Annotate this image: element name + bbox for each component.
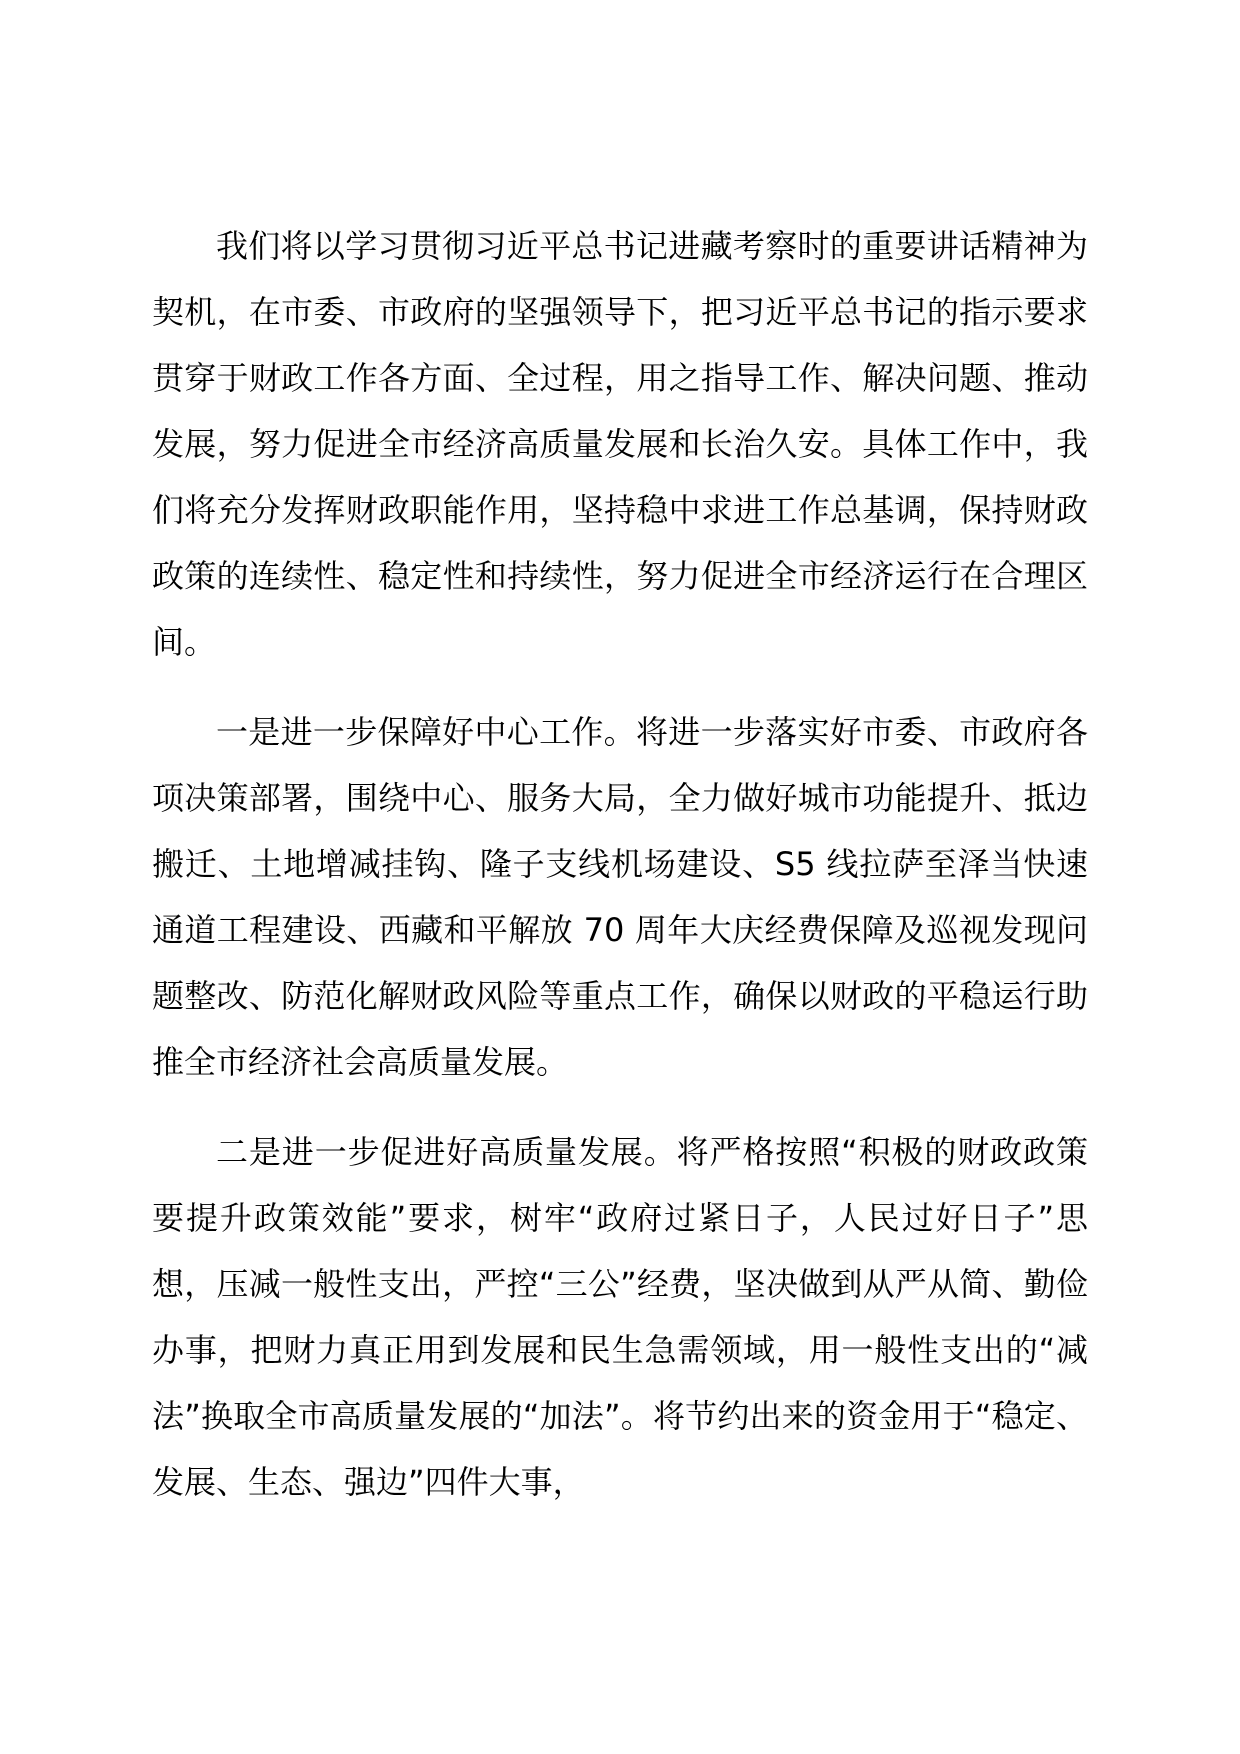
paragraph-point-two: 二是进一步促进好高质量发展。将严格按照“积极的财政政策要提升政策效能”要求，树牢“政府过紧日子，人民过好日子”思想，压减一般性支出，严控“三公”经费，坚决做到从严从简、勤俭办事，把财力真正用到发展和民生急需领域，用一般性支出的“减法”换取全市高质量发展的“加法”。将节约出来的资金用于“稳定、发展、生态、强边”四件大事， [152, 1133, 1088, 1501]
paragraph-point-one: 一是进一步保障好中心工作。将进一步落实好市委、市政府各项决策部署，围绕中心、服务大局，全力做好城市功能提升、抵边搬迁、土地增减挂钩、隆子支线机场建设、S5 线拉萨至泽当快速通道工程建设、西藏和平解放 70 周年大庆经费保障及巡视发现问题整改、防范化解财政风险等重点工作，确保以财政的平稳运行助推全市经济社会高质量发展。 [152, 713, 1088, 1081]
paragraph-intro: 我们将以学习贯彻习近平总书记进藏考察时的重要讲话精神为契机，在市委、市政府的坚强领导下，把习近平总书记的指示要求贯穿于财政工作各方面、全过程，用之指导工作、解决问题、推动发展，努力促进全市经济高质量发展和长治久安。具体工作中，我们将充分发挥财政职能作用，坚持稳中求进工作总基调，保持财政政策的连续性、稳定性和持续性，努力促进全市经济运行在合理区间。 [152, 227, 1088, 661]
document-body [152, 213, 1088, 1539]
